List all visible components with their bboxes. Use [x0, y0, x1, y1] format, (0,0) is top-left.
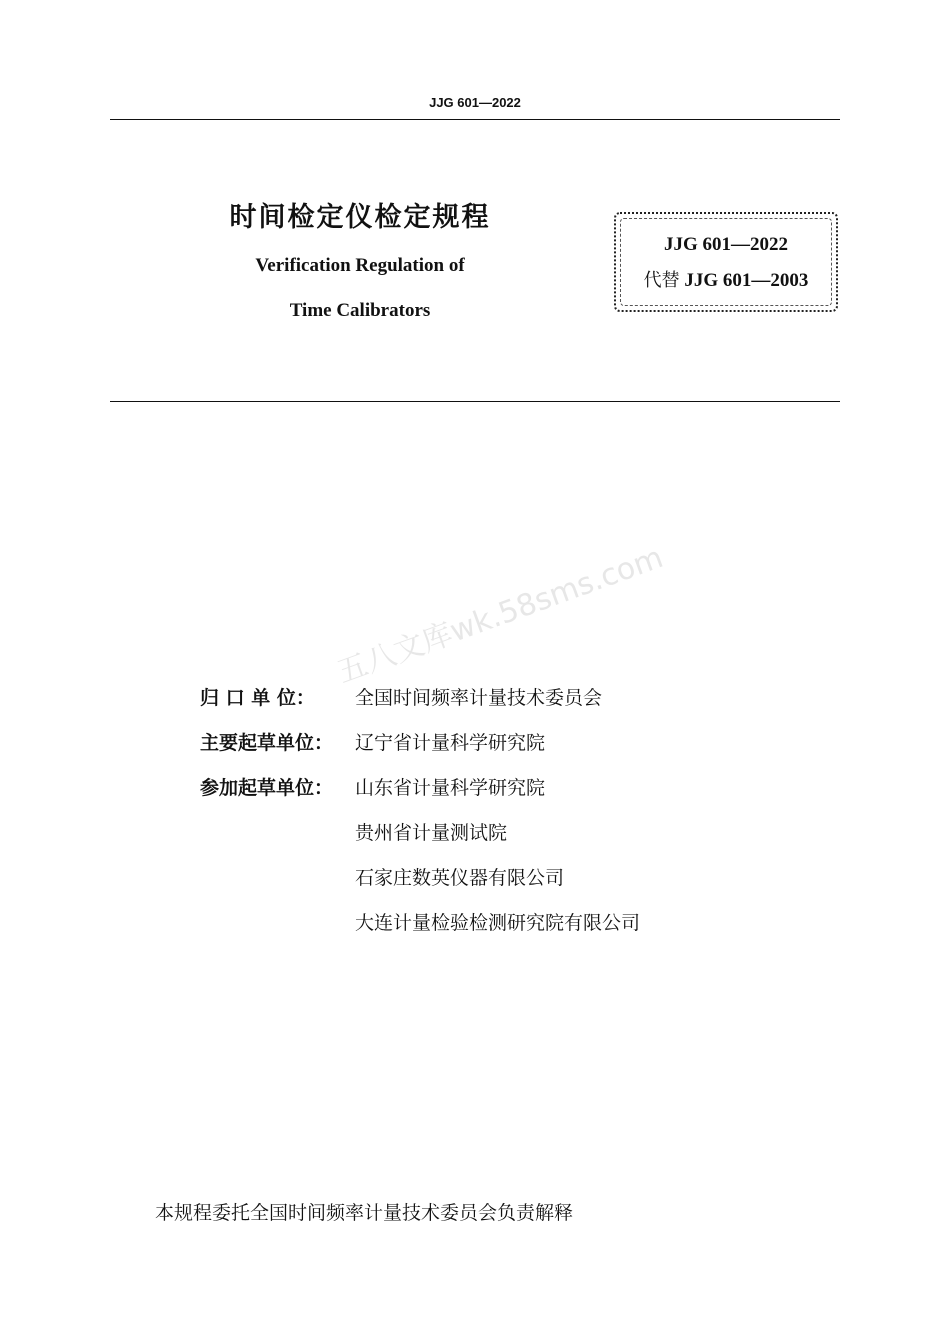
responsible-unit-row — [200, 683, 602, 710]
title-chinese: 时间检定仪检定规程 — [229, 202, 491, 233]
title-english-line1: Verification Regulation of — [255, 255, 465, 276]
main-drafting-unit-label: 主要起草单位： — [200, 732, 334, 754]
replaces-prefix: 代替 — [643, 270, 680, 291]
interpretation-note: 本规程委托全国时间频率计量技术委员会负责解释 — [155, 1202, 574, 1224]
participating-unit-row — [200, 773, 545, 800]
participating-unit-value: 大连计量检验检测研究院有限公司 — [355, 912, 641, 934]
code-box-replaces — [616, 266, 836, 292]
participating-unit-value: 石家庄数英仪器有限公司 — [355, 867, 565, 889]
header-rule — [110, 119, 840, 120]
participating-unit-value: 山东省计量科学研究院 — [355, 777, 546, 799]
title-section-rule — [110, 401, 840, 402]
participating-unit-label: 参加起草单位： — [200, 777, 334, 799]
main-drafting-unit-value: 辽宁省计量科学研究院 — [355, 732, 546, 754]
code-box-current-code: JJG 601—2022 — [663, 234, 789, 255]
standard-code-box — [614, 212, 838, 312]
title-english-line2: Time Calibrators — [289, 300, 431, 321]
responsible-unit-value: 全国时间频率计量技术委员会 — [355, 687, 603, 709]
responsible-unit-label: 归 口 单 位： — [200, 687, 315, 709]
watermark: 五八文库wk.58sms.com — [332, 539, 668, 691]
participating-unit-value: 贵州省计量测试院 — [355, 822, 508, 844]
main-drafting-unit-row — [200, 728, 545, 755]
header-standard-code: JJG 601—2022 — [429, 95, 521, 110]
code-box-inner-border — [620, 218, 832, 306]
replaced-code: JJG 601—2003 — [684, 270, 809, 291]
